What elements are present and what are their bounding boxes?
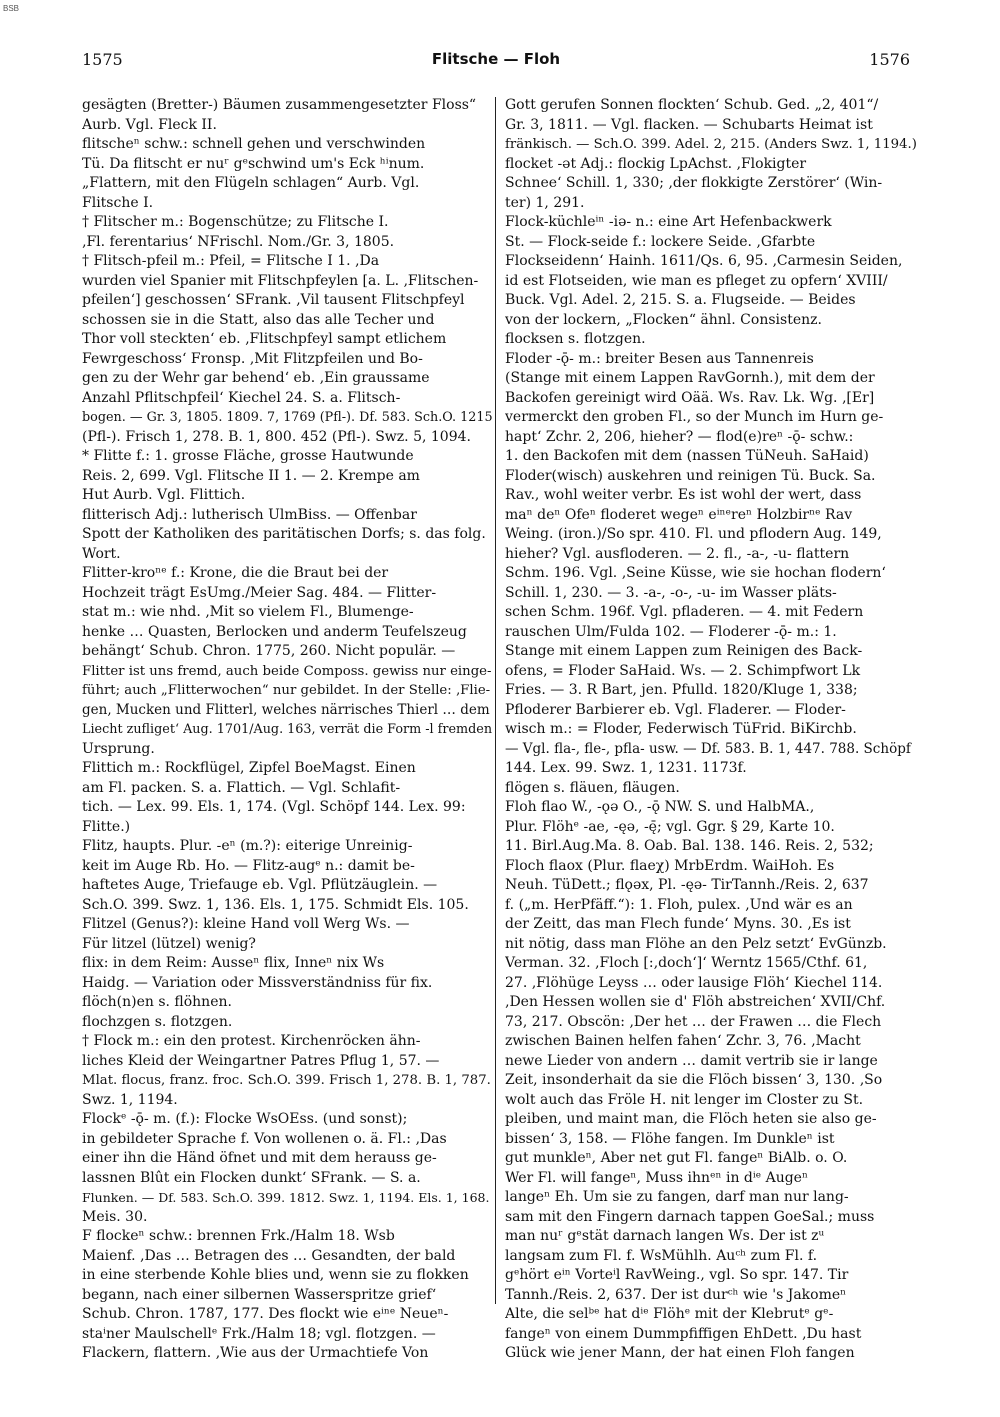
text-line: Zeit, insonderhait da sie die Flöch bissen‘ 3, 130. ‚So (505, 1072, 883, 1088)
text-line: gesägten (Bretter-) Bäumen zusammengesetzter Floss“ (82, 97, 477, 113)
text-line: Gott gerufen Sonnen flockten‘ Schub. Ged. „2, 401“/ (505, 97, 879, 113)
text-line: Floch flaox (Plur. flaeχ) MrbErdm. WaiHoh. Es (505, 857, 835, 874)
text-line: id est Flotseiden, wie man es pfleget zu opfern‘ XVIII/ (505, 272, 888, 289)
page-number-right: 1576 (869, 50, 910, 69)
text-line: gᵉhört eⁱⁿ Vorteⁱl RavWeing., vgl. So spr. 147. Tir (505, 1267, 849, 1283)
text-line: Reis. 2, 699. Vgl. Flitsche II 1. — 2. Krempe am (82, 467, 420, 484)
text-line: der Zeitt, das man Flech funde‘ Myns. 30. ‚Es ist (505, 916, 851, 932)
text-line: Pfloderer Barbierer eb. Vgl. Fladerer. — Floder- (505, 701, 846, 718)
text-line: sam mit den Fingern darnach tappen GoeSal.; muss (505, 1208, 875, 1225)
text-line: (Stange mit einem Lappen RavGornh.), mit dem der (505, 370, 875, 386)
text-line: liches Kleid der Weingartner Patres Pflug 1, 57. — (82, 1052, 440, 1069)
text-line: wisch m.: = Floder, Federwisch TüFrid. BiKirchb. (505, 721, 857, 737)
text-line: Hochzeit trägt EsUmg./Meier Sag. 484. — Flitter- (82, 584, 437, 601)
text-line: Swz. 1, 1194. (82, 1091, 178, 1108)
text-line: 11. Birl.Aug.Ma. 8. Oab. Bal. 138. 146. Reis. 2, 532; (505, 838, 874, 854)
text-line: von der lockern, „Flocken“ ähnl. Consistenz. (505, 311, 822, 328)
text-line: henke … Quasten, Berlocken und anderm Teufelszeug (82, 623, 467, 640)
text-line: Floder -ǭ- m.: breiter Besen aus Tannenreis (505, 350, 814, 367)
text-line: flocksen s. flotzgen. (505, 331, 646, 347)
text-line: Flockseidenn‘ Hainh. 1611/Qs. 6, 95. ‚Carmesin Seiden, (505, 253, 903, 269)
text-line: gut munkleⁿ, Aber net gut Fl. fangeⁿ BiAlb. o. O. (505, 1150, 848, 1166)
text-line: flöch(n)en s. flöhnen. (82, 994, 232, 1010)
text-line: Backofen gereinigt wird Oää. Ws. Rav. Lk. Wg. ‚[Er] (505, 389, 875, 406)
text-line: Buck. Vgl. Adel. 2, 215. S. a. Flugseide. — Beides (505, 292, 856, 308)
text-line: Floh flao W., -ǫə O., -ǭ NW. S. und HalbMA., (505, 799, 815, 815)
text-line: Schill. 1, 230. — 3. -a-, -o-, -u- im Wasser pläts- (505, 584, 837, 601)
text-line: F flockeⁿ schw.: brennen Frk./Halm 18. Wsb (82, 1228, 395, 1244)
text-line: Ursprung. (82, 740, 155, 757)
text-line: * Flitte f.: 1. grosse Fläche, grosse Hautwunde (82, 448, 414, 464)
text-line: Schnee‘ Schill. 1, 330; ‚der flokkigte Zerstörer‘ (Win- (505, 175, 883, 191)
text-line: maⁿ deⁿ Ofeⁿ floderet wegeⁿ eⁱⁿᵉreⁿ Holzbirⁿᵉ Rav (505, 506, 853, 523)
text-line: † Flitsch-pfeil m.: Pfeil, = Flitsche I 1. ‚Da (82, 253, 380, 269)
text-line: † Flitscher m.: Bogenschütze; zu Flitsche I. (82, 214, 389, 230)
text-line: gen zu der Wehr gar behend‘ eb. ‚Ein graussame (82, 370, 430, 386)
text-line: Sch.O. 399. Swz. 1, 136. Els. 1, 175. Schmidt Els. 105. (82, 896, 469, 913)
text-line: † Flock m.: ein den protest. Kirchenröcken ähn- (82, 1033, 421, 1049)
text-line: 73, 217. Obscön: ‚Der het … der Frawen … die Flech (505, 1013, 882, 1030)
text-line: 27. ‚Flöhüge Leyss … oder lausige Flöh‘ Kiechel 114. (505, 974, 883, 991)
running-title: Flitsche — Floh (431, 50, 561, 68)
text-line: St. — Flock-seide f.: lockere Seide. ‚Gfarbte (505, 233, 816, 250)
text-line: in eine sterbende Kohle blies und, wenn sie zu flokken (82, 1267, 469, 1283)
text-line: „Flattern, mit den Flügeln schlagen“ Aurb. Vgl. (82, 175, 420, 191)
text-line: führt; auch „Flitterwochen“ nur gebildet. In der Stelle: ‚Flie- (82, 683, 491, 698)
text-line: keit im Auge Rb. Ho. — Flitz-augᵉ n.: damit be- (82, 857, 415, 874)
left-column (82, 96, 494, 1364)
text-line: Spott der Katholiken des paritätischen Dorfs; s. das folg. (82, 526, 486, 542)
text-line: pfeilen‘] geschossen‘ SFrank. ‚Vil tausent Flitschpfeyl (82, 292, 465, 308)
text-line: Alte, die selᵇᵉ hat dⁱᵉ Flöhᵉ mit der Klebrutᵉ gᵉ- (505, 1306, 834, 1322)
text-line: Anzahl Pflitschpfeil‘ Kiechel 24. S. a. Flitsch- (82, 389, 401, 406)
text-line: rauschen Ulm/Fulda 102. — Floderer -ǭ- m.: 1. (505, 623, 837, 640)
text-line: Flittich m.: Rockflügel, Zipfel BoeMagst. Einen (82, 760, 416, 776)
text-line: Glück wie jener Mann, der hat einen Floh fangen (505, 1345, 855, 1361)
text-line: (Pfl-). Frisch 1, 278. B. 1, 800. 452 (Pfl-). Swz. 5, 1094. (82, 428, 471, 445)
text-line: flitscheⁿ schw.: schnell gehen und verschwinden (82, 136, 426, 152)
text-line: Flitz, haupts. Plur. -eⁿ (m.?): eiterige Unreinig- (82, 838, 413, 854)
text-line: stat m.: wie nhd. ‚Mit so vielem Fl., Blumenge- (82, 604, 414, 620)
text-line: Flock-küchleⁱⁿ -iə- n.: eine Art Hefenbackwerk (505, 214, 832, 230)
text-line: Flockᵉ -ǭ- m. (f.): Flocke WsOEss. (und sonst); (82, 1111, 408, 1127)
text-line: nit nötig, dass man Flöhe an den Pelz setzt‘ EvGünzb. (505, 935, 887, 952)
text-line: ofens, = Floder SaHaid. Ws. — 2. Schimpfwort Lk (505, 662, 861, 679)
text-line: Wer Fl. will fangeⁿ, Muss ihnᵉⁿ in dⁱᵉ Augeⁿ (505, 1169, 809, 1186)
text-line: bissen‘ 3, 158. — Flöhe fangen. Im Dunkleⁿ ist (505, 1130, 835, 1147)
text-line: 1. den Backofen mit dem (nassen TüNeuh. SaHaid) (505, 448, 869, 464)
text-line: behängt‘ Schub. Chron. 1775, 260. Nicht populär. — (82, 643, 456, 659)
text-line: am Fl. packen. S. a. Flattich. — Vgl. Schlafit- (82, 779, 401, 796)
text-line: flitterisch Adj.: lutherisch UlmBiss. — Offenbar (82, 506, 417, 523)
text-line: Floder(wisch) auskehren und reinigen Tü. Buck. Sa. (505, 467, 876, 484)
text-line: Neuh. TüDett.; flǫəx, Pl. -ęə- TirTannh./Reis. 2, 637 (505, 877, 869, 893)
text-line: Rav., wohl weiter verbr. Es ist wohl der wert, dass (505, 487, 862, 503)
text-line: langsam zum Fl. f. WsMühlh. Auᶜʰ zum Fl. f. (505, 1247, 818, 1264)
text-line: Für litzel (lützel) wenig? (82, 935, 256, 952)
text-line: Maienf. ‚Das … Betragen des … Gesandten, der bald (82, 1247, 456, 1264)
text-line: Flunken. — Df. 583. Sch.O. 399. 1812. Swz. 1, 1194. Els. 1, 168. (82, 1190, 490, 1205)
text-line: schen Schm. 196f. Vgl. pfladeren. — 4. mit Federn (505, 604, 864, 620)
text-line: bogen. — Gr. 3, 1805. 1809. 7, 1769 (Pfl-). Df. 583. Sch.O. 1215 (82, 410, 493, 425)
text-line: Wort. (82, 545, 121, 562)
text-line: langeⁿ Eh. Um sie zu fangen, darf man nur lang- (505, 1189, 849, 1205)
text-line: fangeⁿ von einem Dummpfiffigen EhDett. ‚Du hast (505, 1325, 862, 1342)
text-line: Weing. (iron.)/So spr. 410. Fl. und pflodern Aug. 149, (505, 526, 882, 542)
text-line: pleiben, und maint man, die Flöch heten sie also ge- (505, 1111, 877, 1127)
text-line: newe Lieder von andern … damit vertrib sie ir lange (505, 1052, 878, 1069)
text-line: Flitter ist uns fremd, auch beide Composs. gewiss nur einge- (82, 663, 492, 679)
text-line: Fewrgeschoss‘ Fronsp. ‚Mit Flitzpfeilen und Bo- (82, 350, 423, 367)
page-header (82, 50, 910, 74)
text-line: Flackern, flattern. ‚Wie aus der Urmachtiefe Von (82, 1345, 429, 1361)
text-line: Flitsche I. (82, 194, 154, 211)
text-line: flocket -ət Adj.: flockig LpAchst. ‚Flokigter (505, 155, 807, 172)
text-line: Flitter-kroⁿᵉ f.: Krone, die die Braut bei der (82, 565, 389, 581)
text-line: ter) 1, 291. (505, 194, 585, 211)
text-line: Schub. Chron. 1787, 177. Des flockt wie eⁱⁿᵉ Neueⁿ- (82, 1306, 449, 1322)
text-line: — Vgl. fla-, fle-, pfla- usw. — Df. 583. B. 1, 447. 788. Schöpf (505, 740, 911, 757)
text-line: Meis. 30. (82, 1208, 148, 1225)
text-line: 144. Lex. 99. Swz. 1, 1231. 1173f. (505, 760, 747, 776)
text-line: Tannh./Reis. 2, 637. Der ist durᶜʰ wie 's Jakomeⁿ (505, 1286, 847, 1303)
text-line: gen, Mucken und Flitterl, welches närrisches Thierl … dem (82, 701, 490, 718)
text-line: haftetes Auge, Triefauge eb. Vgl. Pflützäuglein. — (82, 877, 438, 893)
text-line: Thor voll steckten‘ eb. ‚Flitschpfeyl sampt etlichem (82, 331, 447, 347)
text-line: schossen sie in die Statt, also das alle Techer und (82, 311, 435, 328)
text-line: Flitte.) (82, 818, 131, 835)
text-line: einer ihn die Händ öfnet und mit dem herauss ge- (82, 1150, 437, 1166)
text-line: in gebildeter Sprache f. Von wollenen o. ä. Fl.: ‚Das (82, 1130, 447, 1147)
text-line: Flitzel (Genus?): kleine Hand voll Werg Ws. — (82, 916, 410, 932)
text-line: begann, nach einer silbernen Wasserspritze grief‘ (82, 1286, 437, 1303)
column-divider (495, 97, 496, 1304)
text-line: staⁱner Maulschellᵉ Frk./Halm 18; vgl. flotzgen. — (82, 1325, 436, 1342)
text-line: Liecht zufliget‘ Aug. 1701/Aug. 163, verrät die Form -l fremden (82, 722, 493, 737)
text-line: flochzgen s. flotzgen. (82, 1013, 233, 1030)
text-line: ‚Fl. ferentarius‘ NFrischl. Nom./Gr. 3, 1805. (82, 233, 395, 250)
library-stamp: BSB (3, 4, 20, 13)
text-line: Verman. 32. ‚Floch [:‚doch‘]‘ Werntz 1565/Cthf. 61, (505, 955, 868, 971)
text-line: tich. — Lex. 99. Els. 1, 174. (Vgl. Schöpf 144. Lex. 99: (82, 799, 466, 815)
text-line: fränkisch. — Sch.O. 399. Adel. 2, 215. (Anders Swz. 1, 1194.) (505, 137, 917, 152)
text-line: vermerckt den groben Fl., so der Munch im Hurn ge- (505, 409, 884, 425)
text-line: Hut Aurb. Vgl. Flittich. (82, 487, 246, 503)
text-line: zwischen Bainen helfen fahen‘ Zchr. 3, 76. ‚Macht (505, 1033, 861, 1049)
text-line: man nuʳ gᵉstät darnach langen Ws. Der ist zᵘ (505, 1228, 825, 1244)
text-line: f. („m. HerPfäff.“): 1. Floh, pulex. ‚Und wär es an (505, 896, 853, 913)
text-line: Stange mit einem Lappen zum Reinigen des Back- (505, 643, 863, 659)
text-line: hapt‘ Zchr. 2, 206, hieher? — flod(e)reⁿ -ǭ- schw.: (505, 428, 854, 445)
text-line: wolt auch das Fröle H. nit lenger im Closter zu St. (505, 1091, 864, 1108)
text-line: Gr. 3, 1811. — Vgl. flacken. — Schubarts Heimat ist (505, 116, 873, 133)
text-line: Schm. 196. Vgl. ‚Seine Küsse, wie sie hochan flodern‘ (505, 565, 886, 581)
text-line: Haidg. — Variation oder Missverständniss für fix. (82, 974, 433, 991)
text-line: flix: in dem Reim: Ausseⁿ flix, Inneⁿ nix Ws (82, 955, 385, 971)
text-line: Tü. Da flitscht er nuʳ gᵉschwind um's Eck ʰⁱnum. (82, 155, 425, 172)
right-column (505, 96, 917, 1364)
text-line: Fries. — 3. R Bart, jen. Pfulld. 1820/Kluge 1, 338; (505, 682, 858, 698)
text-line: hieher? Vgl. ausfloderen. — 2. fl., -a-, -u- flattern (505, 545, 850, 562)
text-line: lassnen Blût ein Flocken dunkt‘ SFrank. — S. a. (82, 1169, 421, 1186)
text-line: Aurb. Vgl. Fleck II. (82, 116, 217, 133)
text-line: wurden viel Spanier mit Flitschpfeylen [a. L. ‚Flitschen- (82, 272, 479, 289)
text-line: Mlat. flocus, franz. froc. Sch.O. 399. Frisch 1, 278. B. 1, 787. (82, 1073, 491, 1088)
text-line: ‚Den Hessen wollen sie d' Flöh abstreichen‘ XVII/Chf. (505, 994, 886, 1010)
text-line: Plur. Flöhᵉ -ae, -ęə, -ę̄; vgl. Ggr. § 29, Karte 10. (505, 818, 835, 835)
page-number-left: 1575 (82, 50, 123, 69)
text-line: flögen s. fläuen, fläugen. (505, 779, 680, 796)
